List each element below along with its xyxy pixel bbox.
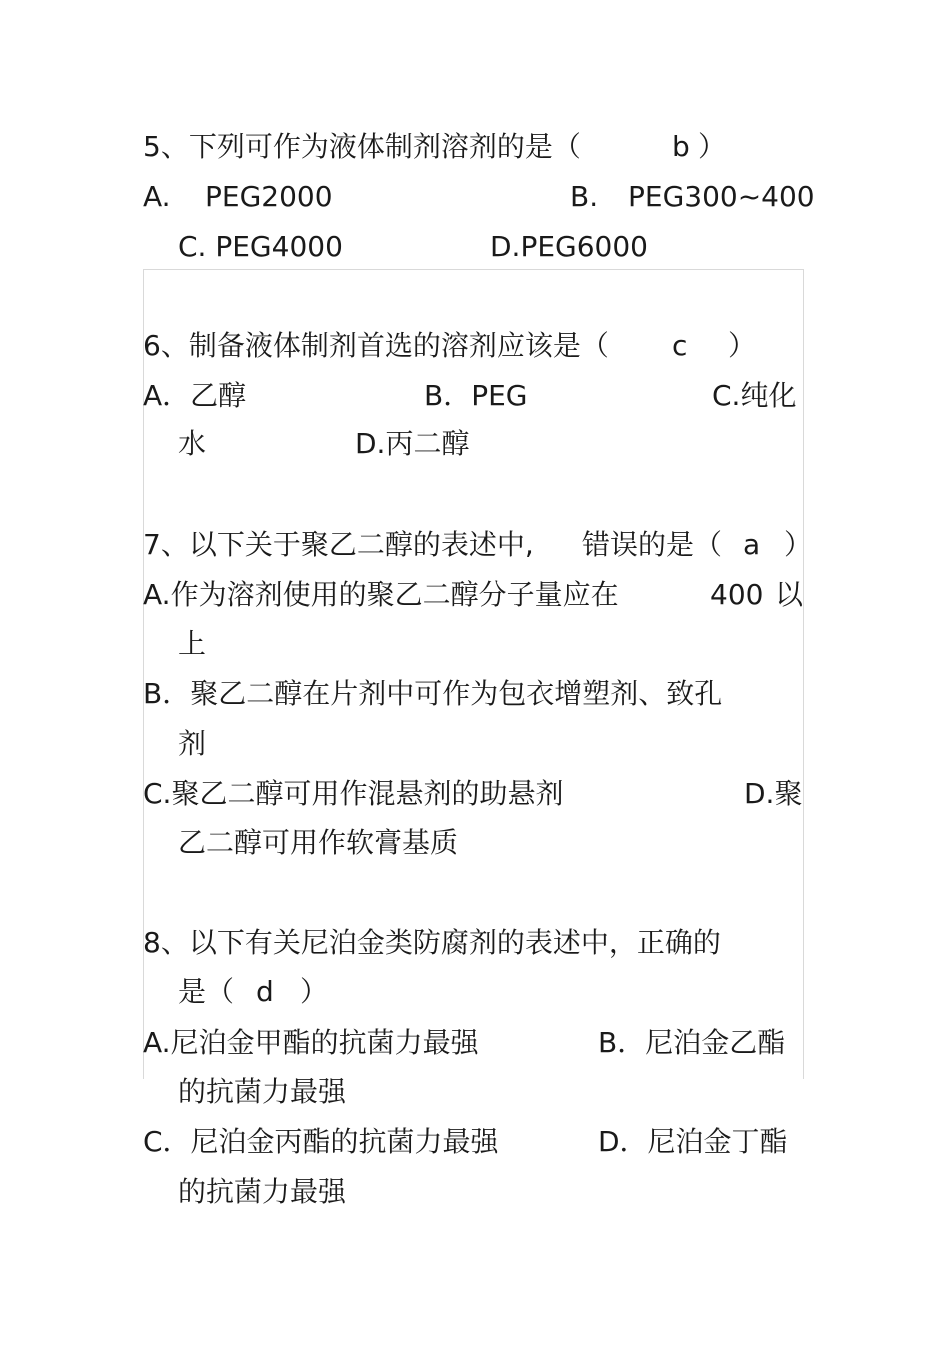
q7-option-a-number: 400	[710, 578, 764, 611]
q7-option-d-continued: 乙二醇可用作软膏基质	[178, 826, 459, 859]
q6-option-b: B．PEG	[424, 379, 528, 412]
q5-option-a-text: PEG2000	[205, 180, 333, 213]
q5-close: ）	[698, 130, 727, 163]
q6-option-c-continued: 水	[178, 427, 207, 460]
q5-stem: 5、下列可作为液体制剂溶剂的是（	[143, 130, 581, 163]
q7-option-a: A.作为溶剂使用的聚乙二醇分子量应在	[143, 578, 619, 611]
q8-close: ）	[300, 975, 329, 1008]
q7-close: ）	[784, 528, 813, 561]
frame-right-line	[803, 269, 804, 1079]
q7-option-a-suffix: 以	[775, 578, 804, 611]
q5-option-b-text: PEG300~400	[628, 180, 815, 213]
q8-option-d-continued: 的抗菌力最强	[178, 1175, 347, 1208]
q5-option-c: C. PEG4000	[178, 230, 343, 263]
q5-option-a-label: A.	[143, 180, 171, 213]
q6-answer: c	[672, 329, 688, 362]
q8-option-d: D．尼泊金丁酯	[598, 1125, 788, 1158]
q8-option-b: B．尼泊金乙酯	[598, 1026, 786, 1059]
q7-answer: a	[743, 528, 761, 561]
q6-option-c: C.纯化	[712, 379, 797, 412]
q8-answer: d	[256, 975, 274, 1008]
q5-answer: b	[672, 130, 690, 163]
q8-option-c: C．尼泊金丙酯的抗菌力最强	[143, 1125, 499, 1158]
q5-option-d: D.PEG6000	[490, 230, 648, 263]
q8-option-a: A.尼泊金甲酯的抗菌力最强	[143, 1026, 479, 1059]
q6-option-d: D.丙二醇	[355, 427, 470, 460]
q6-option-a: A．乙醇	[143, 379, 247, 412]
q6-stem: 6、制备液体制剂首选的溶剂应该是（	[143, 329, 609, 362]
q7-stem: 7、以下关于聚乙二醇的表述中,	[143, 528, 534, 561]
frame-top-line	[143, 269, 803, 270]
q7-stem-2: 错误的是（	[582, 528, 723, 561]
q5-option-b-label: B.	[570, 180, 599, 213]
q7-option-c: C.聚乙二醇可用作混悬剂的助悬剂	[143, 777, 564, 810]
q6-close: ）	[728, 329, 757, 362]
q7-option-d: D.聚	[744, 777, 803, 810]
q7-option-b: B．聚乙二醇在片剂中可作为包衣增塑剂、致孔	[143, 677, 723, 710]
q7-option-a-continued: 上	[178, 627, 207, 660]
q8-stem: 8、以下有关尼泊金类防腐剂的表述中，正确的	[143, 926, 721, 959]
q7-option-b-continued: 剂	[178, 727, 207, 760]
q8-stem-2: 是（	[178, 975, 235, 1008]
q8-option-b-continued: 的抗菌力最强	[178, 1075, 347, 1108]
